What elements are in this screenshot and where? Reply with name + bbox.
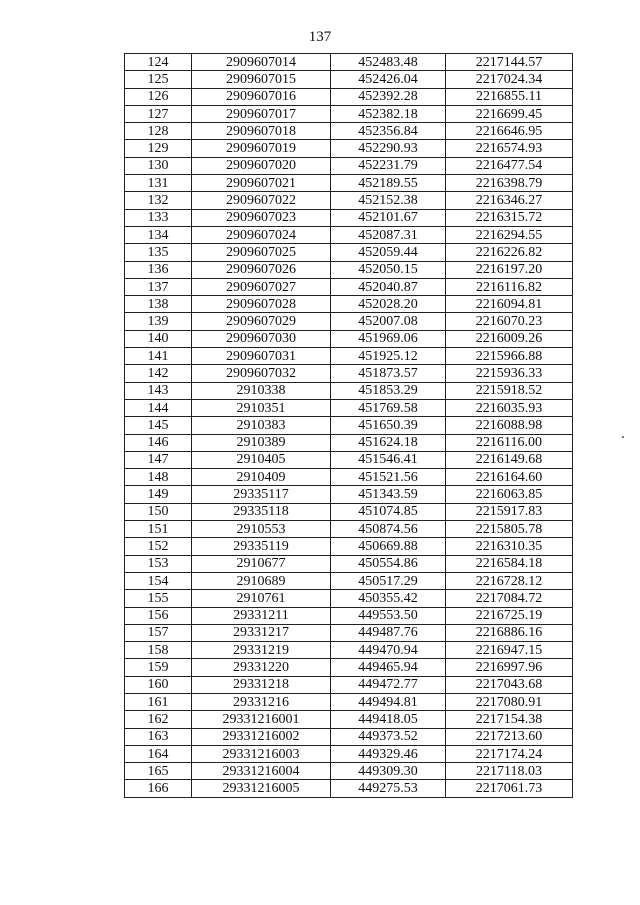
x-coordinate-cell: 452189.55	[331, 175, 446, 192]
x-coordinate-cell: 451624.18	[331, 434, 446, 451]
point-id-cell: 29331216	[192, 693, 331, 710]
x-coordinate-cell: 451925.12	[331, 348, 446, 365]
row-index-cell: 149	[125, 486, 192, 503]
table-row	[125, 157, 573, 174]
table-row	[125, 451, 573, 468]
table-row	[125, 399, 573, 416]
point-id-cell: 2910761	[192, 590, 331, 607]
table-row	[125, 278, 573, 295]
point-id-cell: 2909607028	[192, 296, 331, 313]
table-row	[125, 469, 573, 486]
y-coordinate-cell: 2216197.20	[446, 261, 573, 278]
coordinates-table-body	[125, 54, 573, 798]
y-coordinate-cell: 2217154.38	[446, 711, 573, 728]
point-id-cell: 2910677	[192, 555, 331, 572]
x-coordinate-cell: 452101.67	[331, 209, 446, 226]
point-id-cell: 2909607022	[192, 192, 331, 209]
table-row	[125, 486, 573, 503]
point-id-cell: 29331217	[192, 624, 331, 641]
table-row	[125, 711, 573, 728]
table-row	[125, 728, 573, 745]
y-coordinate-cell: 2216149.68	[446, 451, 573, 468]
y-coordinate-cell: 2216294.55	[446, 226, 573, 243]
row-index-cell: 154	[125, 572, 192, 589]
point-id-cell: 29331216002	[192, 728, 331, 745]
row-index-cell: 143	[125, 382, 192, 399]
y-coordinate-cell: 2215966.88	[446, 348, 573, 365]
x-coordinate-cell: 452040.87	[331, 278, 446, 295]
x-coordinate-cell: 452426.04	[331, 71, 446, 88]
point-id-cell: 29331211	[192, 607, 331, 624]
x-coordinate-cell: 452152.38	[331, 192, 446, 209]
table-row	[125, 192, 573, 209]
y-coordinate-cell: 2217084.72	[446, 590, 573, 607]
y-coordinate-cell: 2217080.91	[446, 693, 573, 710]
x-coordinate-cell: 451873.57	[331, 365, 446, 382]
table-row	[125, 503, 573, 520]
x-coordinate-cell: 449553.50	[331, 607, 446, 624]
row-index-cell: 163	[125, 728, 192, 745]
row-index-cell: 126	[125, 88, 192, 105]
table-row	[125, 624, 573, 641]
point-id-cell: 2909607016	[192, 88, 331, 105]
coordinates-table	[124, 53, 573, 798]
x-coordinate-cell: 450554.86	[331, 555, 446, 572]
x-coordinate-cell: 450355.42	[331, 590, 446, 607]
y-coordinate-cell: 2216070.23	[446, 313, 573, 330]
table-row	[125, 693, 573, 710]
table-row	[125, 642, 573, 659]
x-coordinate-cell: 449487.76	[331, 624, 446, 641]
row-index-cell: 138	[125, 296, 192, 313]
point-id-cell: 2910338	[192, 382, 331, 399]
table-row	[125, 175, 573, 192]
row-index-cell: 151	[125, 521, 192, 538]
y-coordinate-cell: 2217118.03	[446, 763, 573, 780]
y-coordinate-cell: 2216584.18	[446, 555, 573, 572]
y-coordinate-cell: 2216035.93	[446, 399, 573, 416]
y-coordinate-cell: 2216164.60	[446, 469, 573, 486]
table-row	[125, 365, 573, 382]
table-row	[125, 521, 573, 538]
x-coordinate-cell: 452356.84	[331, 123, 446, 140]
y-coordinate-cell: 2216116.82	[446, 278, 573, 295]
table-row	[125, 261, 573, 278]
table-row	[125, 763, 573, 780]
x-coordinate-cell: 449329.46	[331, 745, 446, 762]
table-row	[125, 676, 573, 693]
y-coordinate-cell: 2216699.45	[446, 105, 573, 122]
point-id-cell: 2910351	[192, 399, 331, 416]
row-index-cell: 147	[125, 451, 192, 468]
row-index-cell: 146	[125, 434, 192, 451]
table-row	[125, 244, 573, 261]
x-coordinate-cell: 451074.85	[331, 503, 446, 520]
point-id-cell: 2909607030	[192, 330, 331, 347]
row-index-cell: 152	[125, 538, 192, 555]
x-coordinate-cell: 451521.56	[331, 469, 446, 486]
y-coordinate-cell: 2217144.57	[446, 54, 573, 71]
table-row	[125, 105, 573, 122]
y-coordinate-cell: 2217174.24	[446, 745, 573, 762]
x-coordinate-cell: 451853.29	[331, 382, 446, 399]
y-coordinate-cell: 2216947.15	[446, 642, 573, 659]
x-coordinate-cell: 449309.30	[331, 763, 446, 780]
y-coordinate-cell: 2216574.93	[446, 140, 573, 157]
x-coordinate-cell: 449275.53	[331, 780, 446, 797]
row-index-cell: 135	[125, 244, 192, 261]
point-id-cell: 2909607025	[192, 244, 331, 261]
x-coordinate-cell: 449494.81	[331, 693, 446, 710]
row-index-cell: 144	[125, 399, 192, 416]
table-row	[125, 590, 573, 607]
point-id-cell: 2909607021	[192, 175, 331, 192]
point-id-cell: 2909607015	[192, 71, 331, 88]
table-row	[125, 607, 573, 624]
row-index-cell: 162	[125, 711, 192, 728]
point-id-cell: 2909607031	[192, 348, 331, 365]
row-index-cell: 137	[125, 278, 192, 295]
row-index-cell: 153	[125, 555, 192, 572]
scan-speck	[622, 436, 624, 438]
row-index-cell: 130	[125, 157, 192, 174]
x-coordinate-cell: 451769.58	[331, 399, 446, 416]
y-coordinate-cell: 2216997.96	[446, 659, 573, 676]
table-row	[125, 226, 573, 243]
y-coordinate-cell: 2216477.54	[446, 157, 573, 174]
point-id-cell: 29331216001	[192, 711, 331, 728]
x-coordinate-cell: 452392.28	[331, 88, 446, 105]
x-coordinate-cell: 452087.31	[331, 226, 446, 243]
row-index-cell: 125	[125, 71, 192, 88]
y-coordinate-cell: 2216116.00	[446, 434, 573, 451]
x-coordinate-cell: 450669.88	[331, 538, 446, 555]
table-row	[125, 417, 573, 434]
page-number: 137	[308, 29, 332, 45]
y-coordinate-cell: 2216310.35	[446, 538, 573, 555]
table-row	[125, 572, 573, 589]
point-id-cell: 2909607014	[192, 54, 331, 71]
row-index-cell: 140	[125, 330, 192, 347]
table-row	[125, 71, 573, 88]
row-index-cell: 165	[125, 763, 192, 780]
y-coordinate-cell: 2216886.16	[446, 624, 573, 641]
point-id-cell: 2909607023	[192, 209, 331, 226]
row-index-cell: 127	[125, 105, 192, 122]
x-coordinate-cell: 449472.77	[331, 676, 446, 693]
y-coordinate-cell: 2216009.26	[446, 330, 573, 347]
y-coordinate-cell: 2216855.11	[446, 88, 573, 105]
x-coordinate-cell: 452028.20	[331, 296, 446, 313]
row-index-cell: 155	[125, 590, 192, 607]
table-row	[125, 555, 573, 572]
table-row	[125, 348, 573, 365]
point-id-cell: 2909607019	[192, 140, 331, 157]
point-id-cell: 2910553	[192, 521, 331, 538]
row-index-cell: 133	[125, 209, 192, 226]
row-index-cell: 166	[125, 780, 192, 797]
table-row	[125, 123, 573, 140]
y-coordinate-cell: 2216728.12	[446, 572, 573, 589]
y-coordinate-cell: 2215936.33	[446, 365, 573, 382]
point-id-cell: 2910389	[192, 434, 331, 451]
row-index-cell: 131	[125, 175, 192, 192]
point-id-cell: 2909607018	[192, 123, 331, 140]
x-coordinate-cell: 450874.56	[331, 521, 446, 538]
x-coordinate-cell: 449465.94	[331, 659, 446, 676]
point-id-cell: 2909607020	[192, 157, 331, 174]
table-row	[125, 434, 573, 451]
x-coordinate-cell: 452059.44	[331, 244, 446, 261]
x-coordinate-cell: 449418.05	[331, 711, 446, 728]
y-coordinate-cell: 2217043.68	[446, 676, 573, 693]
row-index-cell: 164	[125, 745, 192, 762]
y-coordinate-cell: 2216088.98	[446, 417, 573, 434]
row-index-cell: 142	[125, 365, 192, 382]
y-coordinate-cell: 2215917.83	[446, 503, 573, 520]
point-id-cell: 29331218	[192, 676, 331, 693]
row-index-cell: 134	[125, 226, 192, 243]
point-id-cell: 29331216004	[192, 763, 331, 780]
point-id-cell: 2909607029	[192, 313, 331, 330]
row-index-cell: 148	[125, 469, 192, 486]
table-row	[125, 330, 573, 347]
y-coordinate-cell: 2216315.72	[446, 209, 573, 226]
point-id-cell: 2910405	[192, 451, 331, 468]
y-coordinate-cell: 2215805.78	[446, 521, 573, 538]
x-coordinate-cell: 449470.94	[331, 642, 446, 659]
row-index-cell: 159	[125, 659, 192, 676]
table-row	[125, 659, 573, 676]
point-id-cell: 29331220	[192, 659, 331, 676]
point-id-cell: 2910689	[192, 572, 331, 589]
row-index-cell: 136	[125, 261, 192, 278]
x-coordinate-cell: 452290.93	[331, 140, 446, 157]
y-coordinate-cell: 2217061.73	[446, 780, 573, 797]
table-row	[125, 209, 573, 226]
point-id-cell: 2910409	[192, 469, 331, 486]
x-coordinate-cell: 452007.08	[331, 313, 446, 330]
point-id-cell: 29335117	[192, 486, 331, 503]
x-coordinate-cell: 452050.15	[331, 261, 446, 278]
x-coordinate-cell: 452231.79	[331, 157, 446, 174]
row-index-cell: 160	[125, 676, 192, 693]
row-index-cell: 157	[125, 624, 192, 641]
row-index-cell: 132	[125, 192, 192, 209]
y-coordinate-cell: 2216725.19	[446, 607, 573, 624]
x-coordinate-cell: 451969.06	[331, 330, 446, 347]
table-row	[125, 313, 573, 330]
y-coordinate-cell: 2216398.79	[446, 175, 573, 192]
row-index-cell: 139	[125, 313, 192, 330]
point-id-cell: 2909607027	[192, 278, 331, 295]
y-coordinate-cell: 2216063.85	[446, 486, 573, 503]
point-id-cell: 29331216003	[192, 745, 331, 762]
table-row	[125, 382, 573, 399]
x-coordinate-cell: 452382.18	[331, 105, 446, 122]
table-row	[125, 780, 573, 797]
row-index-cell: 141	[125, 348, 192, 365]
row-index-cell: 158	[125, 642, 192, 659]
x-coordinate-cell: 452483.48	[331, 54, 446, 71]
point-id-cell: 2909607026	[192, 261, 331, 278]
table-row	[125, 140, 573, 157]
y-coordinate-cell: 2216226.82	[446, 244, 573, 261]
point-id-cell: 29331219	[192, 642, 331, 659]
x-coordinate-cell: 451343.59	[331, 486, 446, 503]
table-row	[125, 538, 573, 555]
row-index-cell: 128	[125, 123, 192, 140]
row-index-cell: 124	[125, 54, 192, 71]
y-coordinate-cell: 2217024.34	[446, 71, 573, 88]
row-index-cell: 150	[125, 503, 192, 520]
y-coordinate-cell: 2216646.95	[446, 123, 573, 140]
row-index-cell: 145	[125, 417, 192, 434]
point-id-cell: 2910383	[192, 417, 331, 434]
x-coordinate-cell: 450517.29	[331, 572, 446, 589]
x-coordinate-cell: 451546.41	[331, 451, 446, 468]
point-id-cell: 29335119	[192, 538, 331, 555]
table-row	[125, 54, 573, 71]
row-index-cell: 156	[125, 607, 192, 624]
x-coordinate-cell: 449373.52	[331, 728, 446, 745]
point-id-cell: 2909607032	[192, 365, 331, 382]
point-id-cell: 29335118	[192, 503, 331, 520]
y-coordinate-cell: 2215918.52	[446, 382, 573, 399]
y-coordinate-cell: 2216346.27	[446, 192, 573, 209]
y-coordinate-cell: 2216094.81	[446, 296, 573, 313]
x-coordinate-cell: 451650.39	[331, 417, 446, 434]
table-row	[125, 88, 573, 105]
table-row	[125, 745, 573, 762]
point-id-cell: 2909607017	[192, 105, 331, 122]
y-coordinate-cell: 2217213.60	[446, 728, 573, 745]
row-index-cell: 161	[125, 693, 192, 710]
table-row	[125, 296, 573, 313]
row-index-cell: 129	[125, 140, 192, 157]
point-id-cell: 2909607024	[192, 226, 331, 243]
point-id-cell: 29331216005	[192, 780, 331, 797]
